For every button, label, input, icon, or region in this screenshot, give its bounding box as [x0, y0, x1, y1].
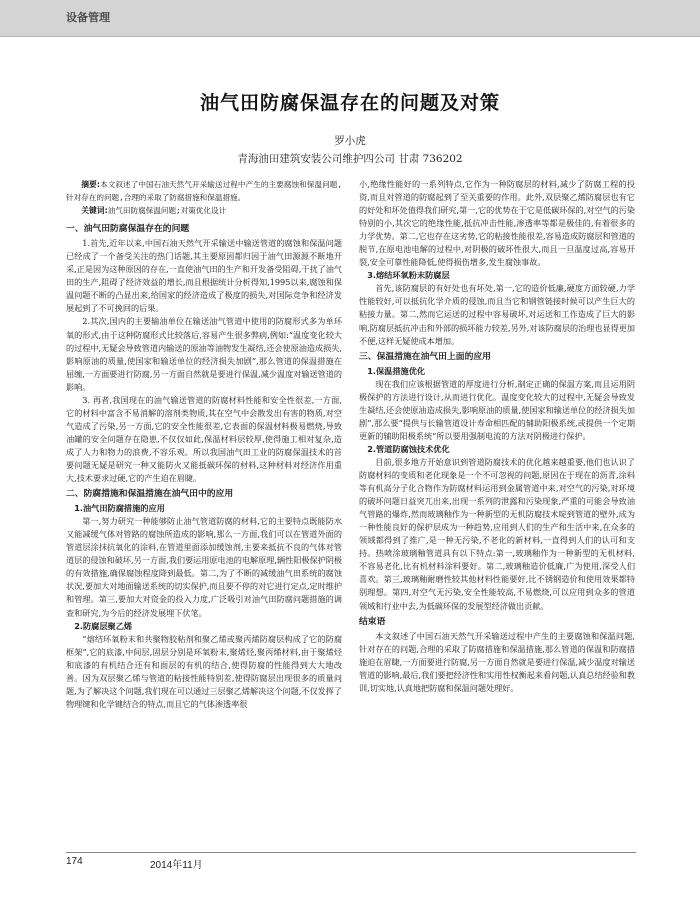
paragraph: “熔结环氧粉末和共聚物胶粘剂和聚乙烯或聚丙烯防腐层构成了它的防腐框架”,它的底漆,中间层,固层分别是环氧粉末,聚烯烃,聚丙烯材料,由于聚烯烃和底漆的有机结合还有和面层的有机的结合,使得防腐的性能得到大大地改善。因为双层聚乙烯与管道的粘接性能特别差,使得防腐层出现很多的质量问题,为了解决这个问题,我们现在可以通过三层聚乙烯解决这个问题,不仅发挥了物理键和化学键结合的特点,而且它的气体渗透率很: [66, 633, 342, 709]
conclusion-heading: 结束语: [359, 616, 386, 627]
keywords-text: 油气田防腐保温问题;对策优化设计: [107, 206, 227, 216]
paragraph: 2.其次,国内的主要输油单位在输送油气管道中使用的防腐形式多为单环氧的形式,由于这种防腐形式比较落后,容易产生很多弊病,例如:“温度变化较大的过程中,无疑会导致管道内输送的原油等油物发生凝结,还会使原油造成损失,影响原油的质量,使国家和输送单位的经济损失加剧”,那么管道的保温措施在屈缠,一方面要进行防腐,另一方面自然就是要进行保温,减少温度对输送管道的影响。: [66, 316, 342, 392]
section-header-band: [0, 0, 700, 37]
section-heading-2: 二、防腐措施和保温措施在油气田中的应用: [66, 489, 234, 500]
subsection-heading: 2.防腐层聚乙烯: [74, 620, 133, 631]
author-name: 罗小虎: [334, 135, 366, 147]
section-heading-3: 三、保温措施在油气田上面的应用: [359, 351, 491, 362]
paragraph: 3. 再者,我国现在的油气输送管道的防腐材料性能和安全性很差,一方面,它的材料中富含不易消解的溶剂类物质,其在空气中会散发出有害的物质,对空气造成了污染,另一方面,它的安全性能很差,它表面的保温材料极易燃烧,导致油罐的安全问题存在隐患,不仅仅如此,保温材料层较厚,使得施工相对复杂,造成了人力和物力的浪费,不容乐观。所以我国油气田工业的防腐保温技术的首要问题无疑是研究一种又能防火又能抵碳环保的材料,这种材料对经济作用重大,技术要求过硬,它的产生迫在眉睫。: [66, 394, 342, 484]
abstract-text: 本文叙述了中国石油天然气开采输送过程中产生的主要腐蚀和保温问题,针对存在的问题,合理的采取了防腐措施和保温措施。: [66, 180, 342, 203]
paragraph: 目前,很多地方开始意识到管道防腐技术的优化越来越重要,他们也认识了防腐材料的变质和老化现象是一个不可忽视的问题,原因在于现在的沥青,涂料等有机高分子化合物作为防腐材料运用到金属管道中来,对空气的污染,对环境的破坏问题日益突兀出来,出现一系列的泄露和污染现象,严重的可能会导致油气管路的爆炸,然而玻璃釉作为一种新型的无机防腐技术啶到管道的壁外,成为一种性能良好的保护层成为一种趋势,应用到人们的生产和生活中来,在众多的领域都得到了推广,是一种无污染,不老化的新材料,一直得到人们的认可和支持。热喷涂玻璃釉管道具有以下特点:第一,玻璃釉作为一种新型的无机材料,不容易老化,比有机材料涂料要好。第二,玻璃釉造价低廉,广为使用,深受人们喜欢。第三,玻璃釉耐磨性较其他材料性能要好,比不锈钢造价和使用效果都特别理想。第四,对空气无污染,安全性能较高,不易燃烧,可以应用到众多的管道领域和行业中去,为低碳环保的发展型经济做出贡献。: [359, 456, 635, 611]
paragraph: 现在我们应该根据管道的厚度进行分析,制定正确的保温方案,而且运用阴极保护的方法进行设计,从而进行优化。温度变化较大的过程中,无疑会导致发生凝结,还会使原油造成损失,影响原油的质量,使国家和输送单位的经济损失加剧”,那么要“提供与长输管道设计寿命相匹配的辅助阳极系统,或提供一个定期更新的辅助阳极系统”所以要用强制电流的方法对阴极进行保护。: [359, 378, 635, 441]
paragraph: 首先,该防腐层的有好处也有坏处,第一,它的造价低廉,硬度方面较硬,力学性能较好,可以抵抗化学介质的侵蚀,而且当它和钢管链接时候可以产生巨大的粘接力量。第二,然而它运送的过程中容易破坏,对运送和工作造成了巨大的影响,防腐层抵抗冲击和外部的损坏能力较差,另外,对该防腐层的治理也显得更加不便,这样无疑使成本增加。: [359, 283, 635, 346]
author-affiliation: 青海油田建筑安装公司维护四公司 甘肃 736202: [237, 153, 463, 165]
paragraph: 小,绝缘性能好的一系列特点,它作为一种防腐层的材料,减少了防腐工程的投资,而且对管道的防腐起到了至关重要的作用。此外,双层聚乙烯防腐层也有它的好处和坏处值得我们研究,第一,它的优势在于它是低碳环保的,对空气的污染特别的小,其次它的绝缘性能,抵抗冲击性能,渗透率等都是极佳的,有着很多的力学优势。第二,它也存在这劣势,它的粘接性能很差,容易造成防腐层和管道的脱节,在原电池电解的过程中,对阴极的破坏性很大,而且一旦温度过高,容易开裂,安全可靠性能降低,使得损伤增多,发生腐蚀事故。: [359, 179, 635, 268]
subsection-heading: 2.管道防腐蚀技术优化: [367, 443, 450, 454]
subsection-heading: 1.保温措施优化: [367, 365, 426, 376]
keywords-label: 关键词:: [81, 206, 108, 216]
article-title: 油气田防腐保温存在的问题及对策: [199, 92, 500, 114]
keywords: [66, 204, 342, 217]
page-number: 174: [66, 856, 83, 867]
paragraph: 本文叙述了中国石油天然气开采输送过程中产生的主要腐蚀和保温问题,针对存在的问题,合理的采取了防腐措施和保温措施,那么管道的保温和防腐措施迫在眉睫,一方面要进行防腐,另一方面自然就是要进行保温,减少温度对输送管道的影响,最后,我们要把经济性和实用性权衡起来看问题,认真总结经验和教训,切实地,认真地把防腐和保温问题处理好。: [359, 630, 635, 693]
paragraph: 1.首先,近年以来,中国石油天然气开采输送中输送管道的腐蚀和保温问题已经成了一个备受关注的热门话题,其主要原因都归因于油气田源源不断地开采,正是因为这种原因的存在,一直使油气田的生产和开发备受阻碍,干扰了油气田的生产,阻碍了经济效益的增长,而且根据统计分析得知,1995以来,腐蚀和保温问题不断的凸显出来,给国家的经济造成了极度的损失,对国际竞争和经济发展起到了不可挽回的后果。: [66, 238, 342, 314]
abstract: [66, 178, 342, 204]
footer-divider: [66, 852, 636, 853]
issue-date: 2014年11月: [150, 860, 203, 871]
paragraph: 第一,努力研究一种能够防止油气管道防腐的材料,它的主要特点既能防水又能减缓气体对管路的腐蚀所造成的影响,那么一方面,我们可以在管道外面的管道层涂抹抗氧化的涂料,在管道里面添加缓蚀剂,主要来抵抗不良的气体对管道层的侵蚀和破坏,另一方面,我们要运用原电池的电解原理,辆性阳极保护阴极的有效措施,确保腐蚀程度降到最低。第二,为了不断的减缓油气田系统的腐蚀状况,要加大对地面输送系统的切实保护,而且要不停的对它进行定点,定时维护和管理。第三,要加大对资金的投入力度,广泛吸引对油气田防腐问题措施的调查和研究,为今后的经济发展埋下伏笔。: [66, 516, 342, 618]
abstract-label: 摘要:: [81, 180, 101, 189]
left-column: [66, 178, 342, 843]
subsection-heading: 3.熔结环氧粉末防腐层: [367, 270, 450, 281]
section-heading-1: 一、油气田防腐保温存在的问题: [66, 224, 190, 235]
right-column: [359, 178, 635, 843]
section-label: 设备管理: [66, 11, 110, 24]
subsection-heading: 1.油气田防腐措施的应用: [74, 503, 165, 514]
